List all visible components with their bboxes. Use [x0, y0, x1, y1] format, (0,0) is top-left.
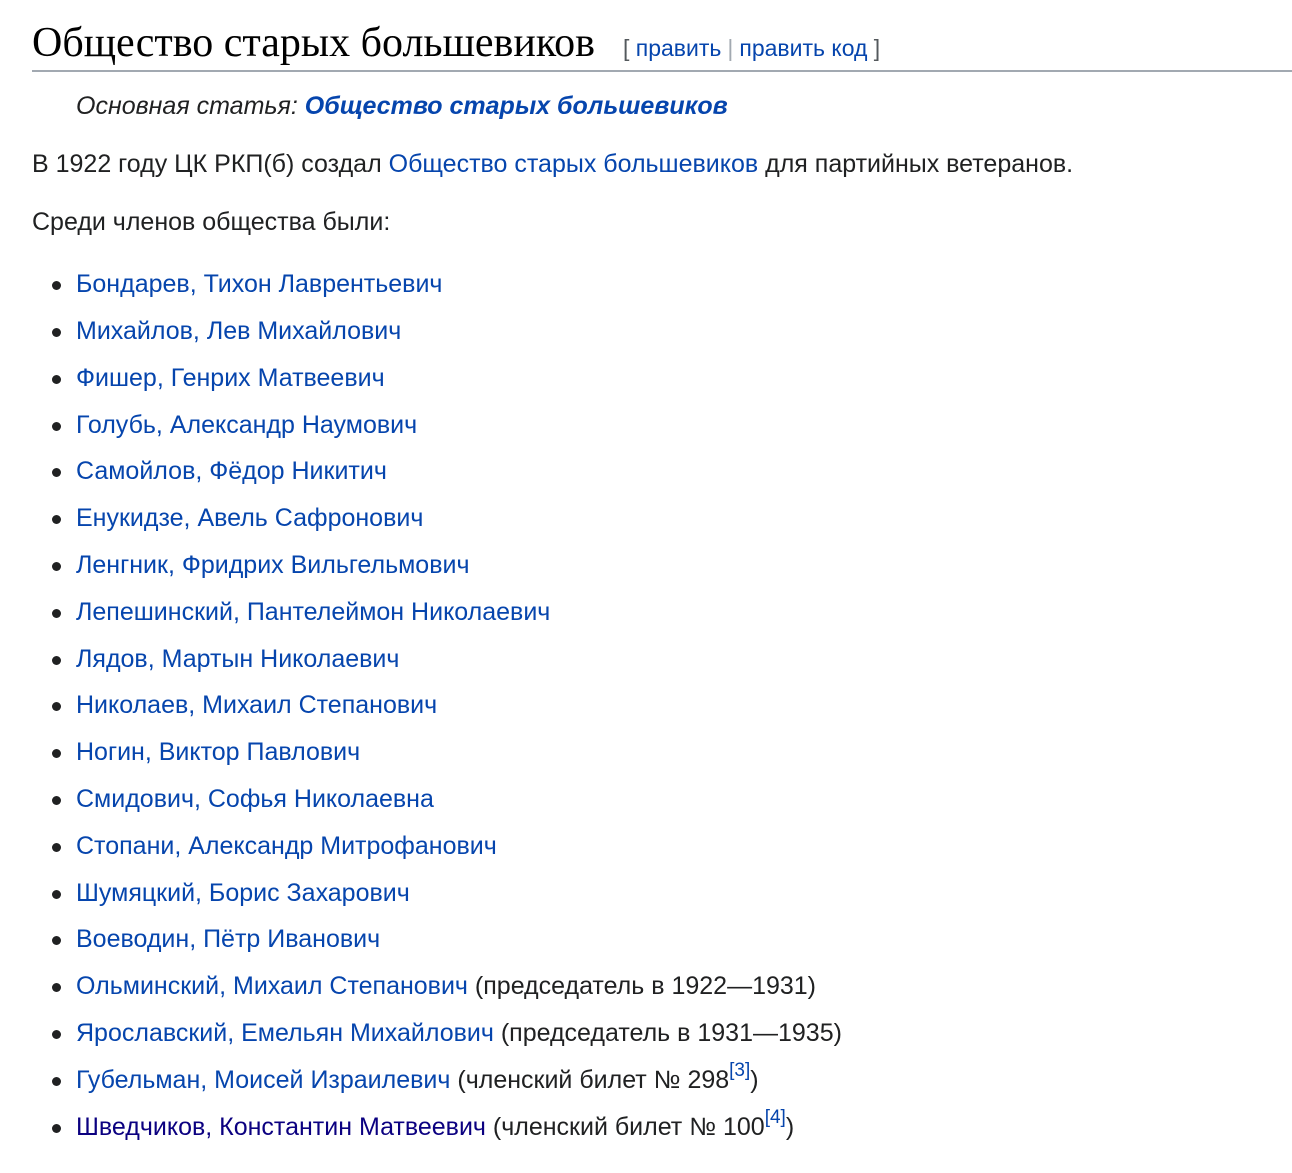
- edit-bracket-close: ]: [873, 35, 881, 61]
- bullet-icon: [52, 1030, 61, 1039]
- bullet-icon: [52, 656, 61, 665]
- member-link[interactable]: Ярославский, Емельян Михайлович: [76, 1018, 494, 1047]
- member-link[interactable]: Енукидзе, Авель Сафронович: [76, 504, 424, 533]
- bullet-icon: [52, 702, 61, 711]
- reference-superscript: [765, 1107, 786, 1128]
- member-note: (председатель в 1931—1935): [500, 1018, 842, 1047]
- bullet-icon: [52, 422, 61, 431]
- list-item: [76, 448, 1292, 495]
- member-link[interactable]: Ольминский, Михаил Степанович: [76, 972, 468, 1001]
- bullet-icon: [52, 890, 61, 899]
- member-note: (председатель в 1922—1931): [474, 972, 817, 1001]
- section-title: Общество старых большевиков: [32, 20, 595, 66]
- member-link[interactable]: Ленгник, Фридрих Вильгельмович: [76, 550, 470, 579]
- list-item: [76, 916, 1292, 963]
- bullet-icon: [52, 515, 61, 524]
- member-note-end: ): [750, 1065, 759, 1094]
- bullet-icon: [52, 1077, 61, 1086]
- reference-link[interactable]: [4]: [764, 1107, 786, 1129]
- edit-link[interactable]: править: [635, 35, 722, 61]
- member-link[interactable]: Михайлов, Лев Михайлович: [76, 316, 402, 345]
- list-item: [76, 1057, 1292, 1104]
- member-link[interactable]: Николаев, Михаил Степанович: [76, 691, 438, 720]
- members-list: [32, 261, 1292, 1150]
- bullet-icon: [52, 1124, 61, 1133]
- member-link[interactable]: Губельман, Моисей Израилевич: [76, 1065, 451, 1094]
- article-content: [32, 0, 1292, 1150]
- list-item: [76, 589, 1292, 636]
- member-link[interactable]: Ногин, Виктор Павлович: [76, 738, 361, 767]
- member-link[interactable]: Воеводин, Пётр Иванович: [76, 925, 381, 954]
- bullet-icon: [52, 562, 61, 571]
- member-link[interactable]: Лядов, Мартын Николаевич: [76, 644, 400, 673]
- member-link[interactable]: Лепешинский, Пантелеймон Николаевич: [76, 597, 551, 626]
- member-link[interactable]: Шведчиков, Константин Матвеевич: [76, 1112, 486, 1141]
- hatnote-main-article-link[interactable]: Общество старых большевиков: [304, 92, 728, 121]
- list-item: [76, 776, 1292, 823]
- list-item: [76, 1104, 1292, 1151]
- bullet-icon: [52, 375, 61, 384]
- member-link[interactable]: Шумяцкий, Борис Захарович: [76, 878, 410, 907]
- list-item: [76, 542, 1292, 589]
- bullet-icon: [52, 281, 61, 290]
- intro-society-link[interactable]: Общество старых большевиков: [388, 150, 759, 179]
- member-note-end: ): [785, 1112, 795, 1141]
- bullet-icon: [52, 843, 61, 852]
- bullet-icon: [52, 749, 61, 758]
- hatnote: [76, 90, 1292, 122]
- list-item: [76, 636, 1292, 683]
- member-link[interactable]: Голубь, Александр Наумович: [76, 410, 418, 439]
- bullet-icon: [52, 983, 61, 992]
- list-item: [76, 823, 1292, 870]
- edit-separator: |: [727, 35, 734, 61]
- reference-superscript: [729, 1060, 750, 1081]
- list-item: [76, 1010, 1292, 1057]
- list-item: [76, 402, 1292, 449]
- list-item: [76, 495, 1292, 542]
- bullet-icon: [52, 328, 61, 337]
- member-link[interactable]: Фишер, Генрих Матвеевич: [76, 363, 385, 392]
- edit-code-link[interactable]: править код: [739, 35, 868, 61]
- list-item: [76, 261, 1292, 308]
- section-heading: [32, 20, 1292, 72]
- edit-bracket-open: [: [622, 35, 630, 61]
- member-note: (членский билет № 298: [457, 1065, 730, 1094]
- member-link[interactable]: Смидович, Софья Николаевна: [76, 784, 434, 813]
- list-item: [76, 682, 1292, 729]
- intro-paragraph: [32, 147, 1292, 181]
- member-note: (членский билет № 100: [492, 1112, 765, 1141]
- intro-text-after: для партийных ветеранов.: [765, 150, 1074, 179]
- list-item: [76, 963, 1292, 1010]
- list-item: [76, 870, 1292, 917]
- intro-text-before: В 1922 году ЦК РКП(б) создал: [32, 150, 382, 179]
- member-link[interactable]: Самойлов, Фёдор Никитич: [76, 457, 387, 486]
- bullet-icon: [52, 936, 61, 945]
- members-intro: Среди членов общества были:: [32, 208, 391, 237]
- hatnote-prefix: Основная статья:: [76, 92, 298, 121]
- list-item: [76, 729, 1292, 776]
- bullet-icon: [52, 609, 61, 618]
- member-link[interactable]: Стопани, Александр Митрофанович: [76, 831, 497, 860]
- reference-link[interactable]: [3]: [729, 1060, 751, 1082]
- edit-section-links: [623, 35, 880, 62]
- list-item: [76, 355, 1292, 402]
- list-item: [76, 308, 1292, 355]
- bullet-icon: [52, 796, 61, 805]
- bullet-icon: [52, 468, 61, 477]
- member-link[interactable]: Бондарев, Тихон Лаврентьевич: [76, 270, 443, 299]
